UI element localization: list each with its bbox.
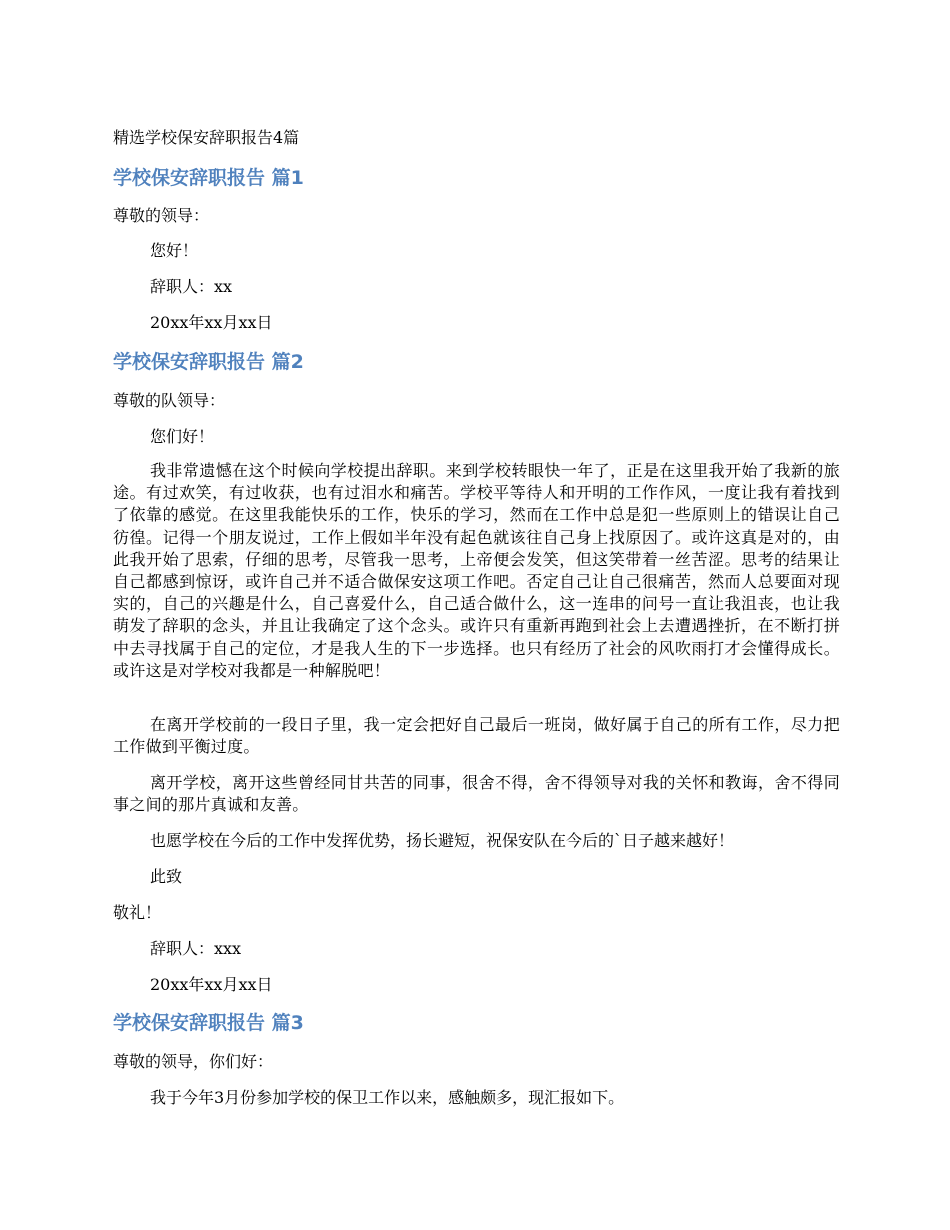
date: 20xx年xx月xx日: [150, 975, 273, 994]
body-paragraph: 也愿学校在今后的工作中发挥优势，扬长避短，祝保安队在今后的`日子越来越好！: [150, 831, 735, 850]
body-paragraph: 离开学校，离开这些曾经同甘共苦的同事，很舍不得，舍不得领导对我的关怀和教诲，舍不得同事之间的那片真诚和友善。: [113, 773, 840, 815]
document-title: 精选学校保安辞职报告4篇: [113, 128, 300, 147]
salutation: 尊敬的领导：: [113, 206, 210, 225]
greeting: 您好！: [150, 241, 199, 260]
salutation: 尊敬的队领导：: [113, 391, 226, 410]
body-paragraph: 在离开学校前的一段日子里，我一定会把好自己最后一班岗，做好属于自己的所有工作，尽力把工作做到平衡过度。: [113, 715, 840, 757]
body-paragraph: 我非常遗憾在这个时候向学校提出辞职。来到学校转眼快一年了，正是在这里我开始了我新的旅途。有过欢笑，有过收获，也有过泪水和痛苦。学校平等待人和开明的工作作风，一度让我有着找到了依靠的感觉。在这里我能快乐的工作，快乐的学习，然而在工作中总是犯一些原则上的错误让自己彷徨。记得一个朋友说过，工作上假如半年没有起色就该往自己身上找原因了。或许这真是对的，由此我开始了思索，仔细的思考，尽管我一思考，上帝便会发笑，但这笑带着一丝苦涩。思考的结果让自己都感到惊讶，或许自己并不适合做保安这项工作吧。否定自己让自己很痛苦，然而人总要面对现实的，自己的兴趣是什么，自己喜爱什么，自己适合做什么，这一连串的问号一直让我沮丧，也让我萌发了辞职的念头，并且让我确定了这个念头。或许只有重新再跑到社会上去遭遇挫折，在不断打拼中去寻找属于自己的定位，才是我人生的下一步选择。也只有经历了社会的风吹雨打才会懂得成长。或许这是对学校对我都是一种解脱吧！: [113, 461, 840, 680]
salutation: 尊敬的领导，你们好：: [113, 1052, 274, 1071]
section-heading-3: 学校保安辞职报告 篇3: [113, 1012, 304, 1034]
signature: 辞职人：xx: [150, 277, 233, 296]
closing: 此致: [150, 867, 183, 886]
regards: 敬礼！: [113, 903, 162, 922]
date: 20xx年xx月xx日: [150, 313, 273, 332]
signature: 辞职人：xxx: [150, 939, 242, 958]
section-heading-2: 学校保安辞职报告 篇2: [113, 351, 304, 373]
greeting: 您们好！: [150, 427, 215, 446]
section-heading-1: 学校保安辞职报告 篇1: [113, 167, 304, 189]
body-paragraph: 我于今年3月份参加学校的保卫工作以来，感触颇多，现汇报如下。: [150, 1088, 625, 1107]
